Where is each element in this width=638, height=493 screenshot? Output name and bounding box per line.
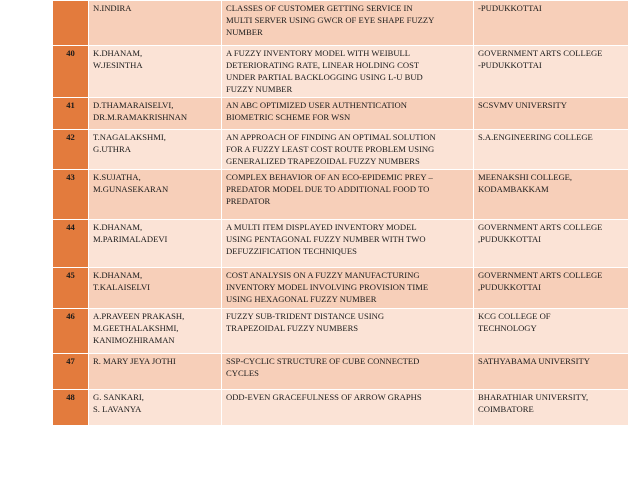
row-number: 45 [53, 268, 89, 309]
author-cell [89, 390, 222, 426]
row-number: 48 [53, 390, 89, 426]
institution-line: S.A.ENGINEERING COLLEGE [478, 132, 593, 142]
row-number: 46 [53, 309, 89, 354]
institution-cell [474, 46, 629, 98]
title-line: DEFUZZIFICATION TECHNIQUES [226, 246, 357, 256]
papers-table-body [53, 1, 629, 426]
title-line: CLASSES OF CUSTOMER GETTING SERVICE IN [226, 3, 413, 13]
title-line: INVENTORY MODEL INVOLVING PROVISION TIME [226, 282, 429, 292]
author-line: K.DHANAM, [93, 48, 143, 58]
table-row [53, 268, 629, 309]
author-line: M.PARIMALADEVI [93, 234, 168, 244]
institution-line: -PUDUKKOTTAI [478, 3, 542, 13]
author-line: K.DHANAM, [93, 270, 143, 280]
table-row [53, 130, 629, 170]
institution-line: KODAMBAKKAM [478, 184, 549, 194]
row-number: 41 [53, 98, 89, 130]
institution-line: -PUDUKKOTTAI [478, 60, 542, 70]
title-line: FUZZY NUMBER [226, 84, 293, 94]
institution-line: GOVERNMENT ARTS COLLEGE [478, 222, 603, 232]
title-line: AN APPROACH OF FINDING AN OPTIMAL SOLUTION [226, 132, 436, 142]
author-line: T.NAGALAKSHMI, [93, 132, 166, 142]
papers-table [52, 0, 629, 426]
row-number: 40 [53, 46, 89, 98]
author-cell [89, 170, 222, 220]
table-row [53, 1, 629, 46]
table-row [53, 46, 629, 98]
table-row [53, 220, 629, 268]
title-cell [222, 220, 474, 268]
institution-line: SATHYABAMA UNIVERSITY [478, 356, 590, 366]
institution-cell [474, 220, 629, 268]
institution-cell [474, 170, 629, 220]
author-line: M.GEETHALAKSHMI, [93, 323, 179, 333]
title-line: PREDATOR MODEL DUE TO ADDITIONAL FOOD TO [226, 184, 430, 194]
title-line: A FUZZY INVENTORY MODEL WITH WEIBULL [226, 48, 411, 58]
institution-cell [474, 268, 629, 309]
title-cell [222, 46, 474, 98]
title-cell [222, 98, 474, 130]
row-number: 44 [53, 220, 89, 268]
title-cell [222, 1, 474, 46]
author-line: DR.M.RAMAKRISHNAN [93, 112, 188, 122]
row-number: 42 [53, 130, 89, 170]
title-line: MULTI SERVER USING GWCR OF EYE SHAPE FUZZY [226, 15, 435, 25]
institution-cell [474, 354, 629, 390]
title-line: USING PENTAGONAL FUZZY NUMBER WITH TWO [226, 234, 426, 244]
author-line: W.JESINTHA [93, 60, 143, 70]
author-line: M.GUNASEKARAN [93, 184, 169, 194]
author-line: G.UTHRA [93, 144, 131, 154]
title-line: SSP-CYCLIC STRUCTURE OF CUBE CONNECTED [226, 356, 420, 366]
institution-cell [474, 390, 629, 426]
author-cell [89, 98, 222, 130]
title-line: FUZZY SUB-TRIDENT DISTANCE USING [226, 311, 385, 321]
author-cell [89, 268, 222, 309]
title-line: TRAPEZOIDAL FUZZY NUMBERS [226, 323, 359, 333]
title-cell [222, 390, 474, 426]
author-line: G. SANKARI, [93, 392, 144, 402]
table-row [53, 98, 629, 130]
institution-line: GOVERNMENT ARTS COLLEGE [478, 48, 603, 58]
title-cell [222, 268, 474, 309]
title-line: DETERIORATING RATE, LINEAR HOLDING COST [226, 60, 420, 70]
institution-cell [474, 130, 629, 170]
institution-line: SCSVMV UNIVERSITY [478, 100, 567, 110]
table-row [53, 170, 629, 220]
author-line: N.INDIRA [93, 3, 132, 13]
title-cell [222, 130, 474, 170]
author-cell [89, 354, 222, 390]
title-line: AN ABC OPTIMIZED USER AUTHENTICATION [226, 100, 407, 110]
title-line: GENERALIZED TRAPEZOIDAL FUZZY NUMBERS [226, 156, 420, 166]
row-number: 47 [53, 354, 89, 390]
institution-line: MEENAKSHI COLLEGE, [478, 172, 573, 182]
author-line: A.PRAVEEN PRAKASH, [93, 311, 185, 321]
title-line: COST ANALYSIS ON A FUZZY MANUFACTURING [226, 270, 420, 280]
author-line: T.KALAISELVI [93, 282, 151, 292]
row-number: 43 [53, 170, 89, 220]
table-row [53, 309, 629, 354]
table-row [53, 390, 629, 426]
author-line: R. MARY JEYA JOTHI [93, 356, 176, 366]
author-cell [89, 46, 222, 98]
title-line: COMPLEX BEHAVIOR OF AN ECO-EPIDEMIC PREY – [226, 172, 433, 182]
institution-cell [474, 1, 629, 46]
author-line: K.DHANAM, [93, 222, 143, 232]
row-number [53, 1, 89, 46]
institution-line: BHARATHIAR UNIVERSITY, [478, 392, 589, 402]
author-cell [89, 309, 222, 354]
title-line: ODD-EVEN GRACEFULNESS OF ARROW GRAPHS [226, 392, 422, 402]
title-line: NUMBER [226, 27, 263, 37]
title-cell [222, 170, 474, 220]
author-line: D.THAMARAISELVI, [93, 100, 174, 110]
institution-cell [474, 309, 629, 354]
author-cell [89, 220, 222, 268]
title-line: BIOMETRIC SCHEME FOR WSN [226, 112, 351, 122]
title-cell [222, 309, 474, 354]
author-line: S. LAVANYA [93, 404, 142, 414]
institution-line: ,PUDUKKOTTAI [478, 234, 542, 244]
institution-line: GOVERNMENT ARTS COLLEGE [478, 270, 603, 280]
title-cell [222, 354, 474, 390]
institution-line: COIMBATORE [478, 404, 534, 414]
title-line: A MULTI ITEM DISPLAYED INVENTORY MODEL [226, 222, 417, 232]
institution-line: KCG COLLEGE OF [478, 311, 551, 321]
institution-line: ,PUDUKKOTTAI [478, 282, 542, 292]
title-line: FOR A FUZZY LEAST COST ROUTE PROBLEM USING [226, 144, 435, 154]
institution-cell [474, 98, 629, 130]
institution-line: TECHNOLOGY [478, 323, 537, 333]
title-line: USING HEXAGONAL FUZZY NUMBER [226, 294, 377, 304]
table-row [53, 354, 629, 390]
title-line: CYCLES [226, 368, 259, 378]
author-line: KANIMOZHIRAMAN [93, 335, 175, 345]
author-line: K.SUJATHA, [93, 172, 141, 182]
title-line: PREDATOR [226, 196, 271, 206]
author-cell [89, 1, 222, 46]
author-cell [89, 130, 222, 170]
title-line: UNDER PARTIAL BACKLOGGING USING L-U BUD [226, 72, 423, 82]
